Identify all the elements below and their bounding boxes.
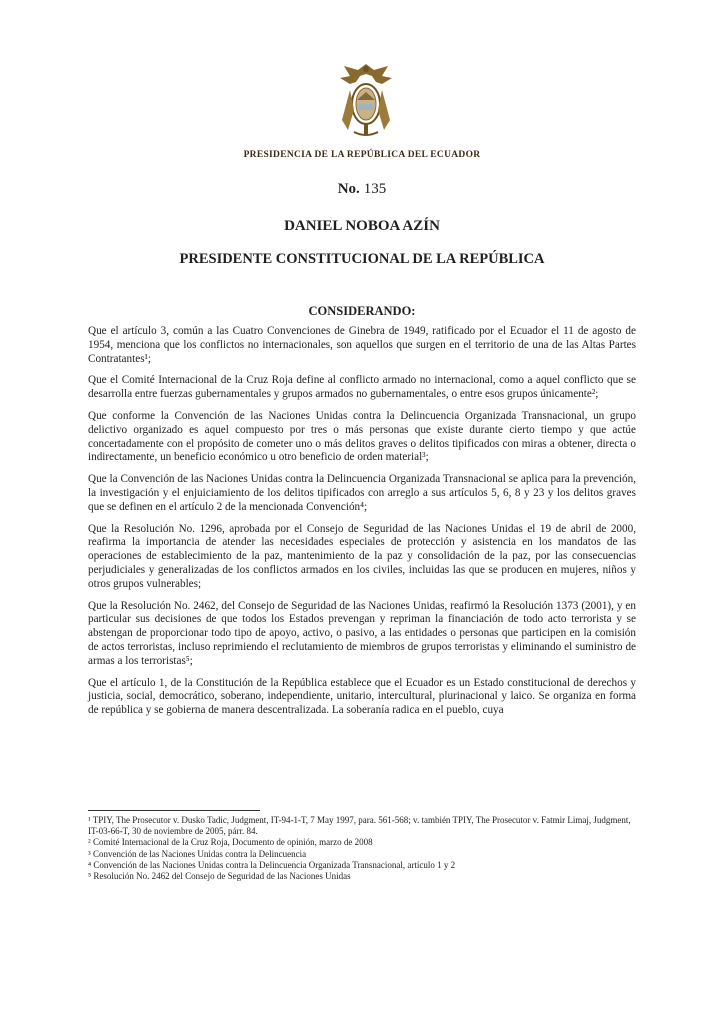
paragraph: Que el artículo 3, común a las Cuatro Convenciones de Ginebra de 1949, ratificado por el Ecuador el 11 de agosto de 1954, menciona que los conflictos no internacionales, son aquellos que surgen en el territorio de una de las Altas Partes Contratantes¹; — [88, 325, 636, 365]
decree-number — [0, 181, 724, 198]
footnotes — [88, 815, 636, 882]
president-name: DANIEL NOBOA AZÍN — [284, 218, 440, 234]
footnote: ¹ TPIY, The Prosecutor v. Dusko Tadic, Judgment, IT-94-1-T, 7 May 1997, para. 561-568; v. también TPIY, The Prosecutor v. Fatmir Limaj, Judgment, IT-03-66-T, 30 de noviembre de 2005, párr. 84. — [88, 815, 631, 837]
footnote-divider — [88, 810, 260, 811]
paragraph: Que la Resolución No. 1296, aprobada por el Consejo de Seguridad de las Naciones Unidas el 19 de abril de 2000, reafirma la importancia de atender las necesidades especiales de protección y asistencia en los mandatos de las operaciones de establecimiento de la paz, mantenimiento de la paz y consolidación de la paz, por las consecuencias perjudiciales y generalizadas de los conflictos armados en los civiles, incluidas las que se producen en mujeres, niños y otros grupos vulnerables; — [88, 522, 636, 590]
number-label: No. — [337, 181, 360, 197]
paragraph: Que el artículo 1, de la Constitución de la República establece que el Ecuador es un Estado constitucional de derechos y justicia, social, democrático, soberano, independiente, unitario, intercultural, plurinacional y laico. Se organiza en forma de república y se gobierna de manera descentralizada. La soberanía radica en el pueblo, cuya — [88, 676, 636, 717]
paragraph: Que conforme la Convención de las Naciones Unidas contra la Delincuencia Organizada Transnacional, un grupo delictivo organizado es aquel compuesto por tres o más personas que existe durante cierto tiempo y que actúe concertadamente con el propósito de cometer uno o más delitos graves o delitos tipificados con miras a obtener, directa o indirectamente, un beneficio económico u otro beneficio de orden material³; — [88, 409, 636, 464]
number-value: 135 — [363, 181, 387, 197]
footnote: ² Comité Internacional de la Cruz Roja, Documento de opinión, marzo de 2008 — [88, 837, 373, 848]
footnote: ⁵ Resolución No. 2462 del Consejo de Seguridad de las Naciones Unidas — [88, 871, 351, 882]
body-text — [88, 325, 636, 726]
paragraph: Que la Convención de las Naciones Unidas contra la Delincuencia Organizada Transnacional se aplica para la prevención, la investigación y el enjuiciamiento de los delitos tipificados con arreglo a sus artículos 5, 6, 8 y 23 y los delitos graves que se definen en el artículo 2 de la mencionada Convención⁴; — [88, 473, 636, 513]
office-title: PRESIDENTE CONSTITUCIONAL DE LA REPÚBLICA — [179, 251, 545, 267]
paragraph: Que la Resolución No. 2462, del Consejo de Seguridad de las Naciones Unidas, reafirmó la Resolución 1373 (2001), y en particular sus decisiones de que todos los Estados prevengan y repriman la financiación de todo acto terrorista y se abstengan de proporcionar todo tipo de apoyo, activo, o pasivo, a las entidades o personas que participen en la comisión de actos terroristas, incluso reprimiendo el reclutamiento de miembros de grupos terroristas y eliminando el suministro de armas a los terroristas⁵; — [88, 599, 636, 667]
institution-name: PRESIDENCIA DE LA REPÚBLICA DEL ECUADOR — [243, 150, 481, 160]
section-title: CONSIDERANDO: — [308, 304, 416, 318]
paragraph: Que el Comité Internacional de la Cruz Roja define al conflicto armado no internacional, como a aquel conflicto que se desarrolla entre fuerzas gubernamentales y grupos armados no gubernamentales, o entre esos grupos únicamente²; — [88, 374, 636, 401]
coat-of-arms-icon — [336, 60, 396, 140]
footnote: ⁴ Convención de las Naciones Unidas contra la Delincuencia Organizada Transnacional, artículo 1 y 2 — [88, 859, 456, 870]
footnote: ³ Convención de las Naciones Unidas contra la Delincuencia — [88, 848, 307, 859]
